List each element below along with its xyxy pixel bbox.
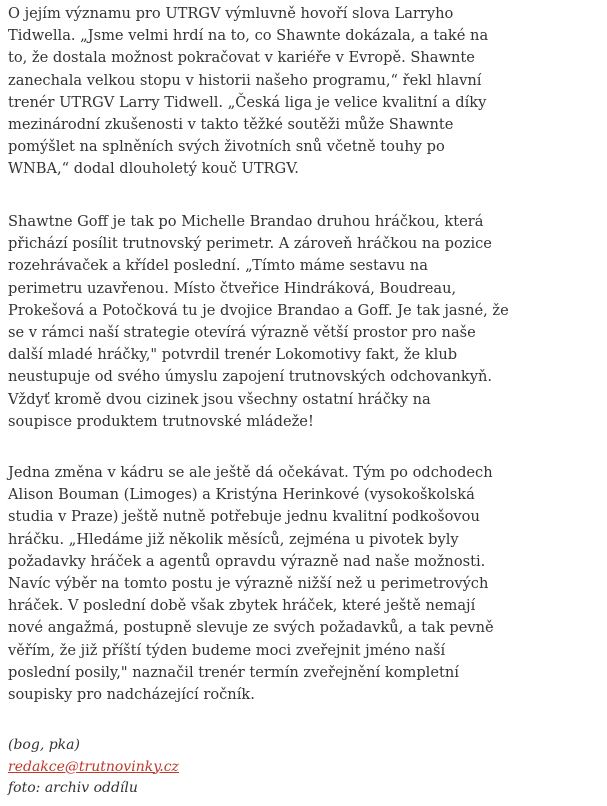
paragraph-line: hráček. V poslední době však zbytek hráček, které ještě nemají bbox=[8, 597, 476, 615]
paragraph-line: Tidwella. „Jsme velmi hrdí na to, co Shawnte dokázala, a také na bbox=[8, 27, 489, 45]
paragraph-line: studia v Praze) ještě nutně potřebuje jednu kvalitní podkošovou bbox=[8, 508, 480, 526]
paragraph-line: pomýšlet na splněních svých životních snů včetně touhy po bbox=[8, 138, 445, 156]
paragraph-line: soupisce produktem trutnovské mládeže! bbox=[8, 412, 314, 430]
paragraph-line: to, že dostala možnost pokračovat v kariéře v Evropě. Shawnte bbox=[8, 49, 475, 67]
paragraph-line: nové angažmá, postupně slevuje ze svých požadavků, a tak pevně bbox=[8, 619, 494, 637]
article-paragraph-2 bbox=[8, 211, 509, 433]
paragraph-line: trenér UTRGV Larry Tidwell. „Česká liga je velice kvalitní a díky bbox=[8, 93, 487, 111]
article-credits bbox=[8, 735, 179, 800]
paragraph-line: hráčku. „Hledáme již několik měsíců, zejména u pivotek byly bbox=[8, 530, 459, 548]
paragraph-line: perimetru uzavřenou. Místo čtveřice Hindráková, Boudreau, bbox=[8, 279, 457, 297]
paragraph-line: mezinárodní zkušenosti v takto těžké soutěži může Shawnte bbox=[8, 116, 454, 134]
editor-email-link[interactable]: redakce@trutnovinky.cz bbox=[8, 758, 179, 775]
paragraph-line: se v rámci naší strategie otevírá výrazně větší prostor pro naše bbox=[8, 324, 476, 342]
paragraph-line: věřím, že již příští týden budeme moci zveřejnit jméno naší bbox=[8, 641, 446, 659]
author-initials: (bog, pka) bbox=[8, 737, 80, 753]
paragraph-line: soupisky pro nadcházející ročník. bbox=[8, 686, 255, 704]
article-paragraph-3 bbox=[8, 462, 494, 706]
paragraph-line: neustupuje od svého úmyslu zapojení trutnovských odchovankyň. bbox=[8, 368, 493, 386]
photo-credit: foto: archiv oddílu bbox=[8, 780, 138, 796]
paragraph-line: WNBA,“ dodal dlouholetý kouč UTRGV. bbox=[8, 160, 299, 178]
paragraph-line: O jejím významu pro UTRGV výmluvně hovoří slova Larryho bbox=[8, 5, 454, 22]
paragraph-line: poslední posily," naznačil trenér termín zveřejnění kompletní bbox=[8, 663, 459, 681]
paragraph-line: Vždyť kromě dvou cizinek jsou všechny ostatní hráčky na bbox=[8, 390, 431, 408]
paragraph-line: Prokešová a Potočková tu je dvojice Brandao a Goff. Je tak jasné, že bbox=[8, 301, 509, 319]
paragraph-line: Navíc výběr na tomto postu je výrazně nižší než u perimetrových bbox=[8, 575, 489, 593]
paragraph-line: Alison Bouman (Limoges) a Kristýna Herinkové (vysokoškolská bbox=[8, 486, 475, 504]
paragraph-line: rozehrávaček a křídel poslední. „Tímto máme sestavu na bbox=[8, 257, 428, 275]
paragraph-line: Shawtne Goff je tak po Michelle Brandao druhou hráčkou, která bbox=[8, 213, 484, 230]
paragraph-line: požadavky hráček a agentů opravdu výrazně nad naše možnosti. bbox=[8, 552, 486, 570]
paragraph-line: přichází posílit trutnovský perimetr. A zároveň hráčkou na pozice bbox=[8, 235, 492, 253]
paragraph-line: zanechala velkou stopu v historii našeho programu,“ řekl hlavní bbox=[8, 71, 482, 89]
email-line bbox=[8, 757, 179, 779]
article-paragraph-1 bbox=[8, 3, 488, 181]
paragraph-line: další mladé hráčky," potvrdil trenér Lokomotivy fakt, že klub bbox=[8, 346, 458, 364]
paragraph-line: Jedna změna v kádru se ale ještě dá očekávat. Tým po odchodech bbox=[8, 464, 493, 481]
